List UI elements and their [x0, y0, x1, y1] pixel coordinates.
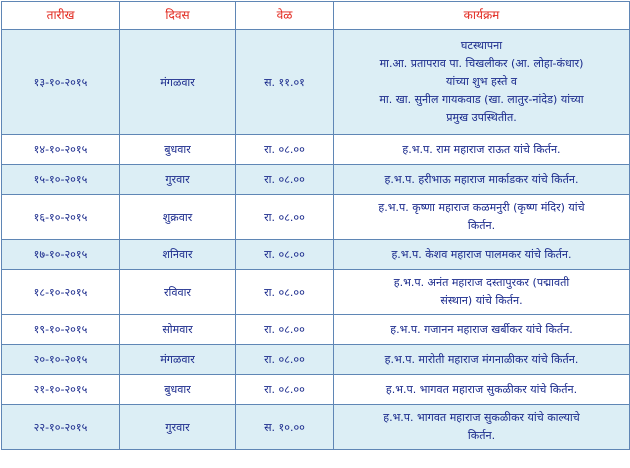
- cell-program: [334, 30, 630, 135]
- program-line: मा.आ. प्रतापराव पा. चिखलीकर (आ. लोहा-कंधार): [379, 57, 584, 70]
- header-day: दिवस: [120, 2, 236, 30]
- cell-day: गुरवार: [120, 165, 236, 195]
- program-line: ह.भ.प. कृष्णा महाराज कळमनुरी (कृष्ण मंदिर) यांचे: [378, 201, 585, 214]
- table-row: [2, 375, 630, 405]
- cell-time: रा. ०८.००: [236, 165, 334, 195]
- cell-date: १८-१०-२०१५: [2, 270, 120, 315]
- cell-day: शुक्रवार: [120, 195, 236, 240]
- cell-program: [334, 315, 630, 345]
- cell-time: स. ११.०१: [236, 30, 334, 135]
- program-line: ह.भ.प. अनंत महाराज दस्तापुरकर (पद्मावती: [393, 276, 570, 289]
- cell-day: बुधवार: [120, 375, 236, 405]
- program-line: घटस्थापना: [460, 39, 503, 52]
- cell-date: १७-१०-२०१५: [2, 240, 120, 270]
- header-time: वेळ: [236, 2, 334, 30]
- cell-date: २१-१०-२०१५: [2, 375, 120, 405]
- cell-time: रा. ०८.००: [236, 375, 334, 405]
- table-row: [2, 315, 630, 345]
- cell-day: गुरवार: [120, 405, 236, 450]
- table-row: [2, 195, 630, 240]
- program-line: ह.भ.प. राम महाराज राऊत यांचे किर्तन.: [402, 142, 561, 156]
- cell-date: १५-१०-२०१५: [2, 165, 120, 195]
- program-line: ह.भ.प. भागवत महाराज सुकळीकर यांचे काल्याचे: [383, 411, 580, 424]
- cell-day: शनिवार: [120, 240, 236, 270]
- table-row: [2, 345, 630, 375]
- cell-program: [334, 345, 630, 375]
- program-line: यांच्या शुभ हस्ते व: [445, 75, 518, 88]
- cell-time: स. १०.००: [236, 405, 334, 450]
- schedule-body: [2, 30, 630, 450]
- cell-program: [334, 195, 630, 240]
- cell-program: [334, 405, 630, 450]
- program-line: ह.भ.प. हरीभाऊ महाराज मार्काडकर यांचे किर्तन.: [384, 172, 579, 186]
- schedule-table: [1, 1, 630, 450]
- table-row: [2, 240, 630, 270]
- cell-program: [334, 135, 630, 165]
- cell-date: १४-१०-२०१५: [2, 135, 120, 165]
- cell-day: बुधवार: [120, 135, 236, 165]
- program-line: मा. खा. सुनील गायकवाड (खा. लातुर-नांदेड) यांच्या: [379, 93, 584, 106]
- cell-date: २२-१०-२०१५: [2, 405, 120, 450]
- cell-time: रा. ०८.००: [236, 315, 334, 345]
- program-line: ह.भ.प. मारोती महाराज मंगनाळीकर यांचे किर्तन.: [384, 352, 579, 366]
- cell-day: सोमवार: [120, 315, 236, 345]
- program-line: किर्तन.: [467, 429, 496, 442]
- cell-date: १६-१०-२०१५: [2, 195, 120, 240]
- cell-day: रविवार: [120, 270, 236, 315]
- cell-program: [334, 375, 630, 405]
- program-line: किर्तन.: [467, 219, 496, 232]
- table-row: [2, 30, 630, 135]
- table-row: [2, 270, 630, 315]
- program-line: ह.भ.प. केशव महाराज पालमकर यांचे किर्तन.: [391, 247, 572, 261]
- header-program: कार्यक्रम: [334, 2, 630, 30]
- program-line: ह.भ.प. भागवत महाराज सुकळीकर यांचे किर्तन.: [385, 382, 578, 396]
- table-row: [2, 165, 630, 195]
- cell-day: मंगळवार: [120, 345, 236, 375]
- cell-time: रा. ०८.००: [236, 135, 334, 165]
- cell-day: मंगळवार: [120, 30, 236, 135]
- cell-time: रा. ०८.००: [236, 195, 334, 240]
- header-row: [2, 2, 630, 30]
- cell-program: [334, 165, 630, 195]
- program-line: प्रमुख उपस्थितीत.: [446, 111, 517, 124]
- cell-date: १३-१०-२०१५: [2, 30, 120, 135]
- cell-time: रा. ०८.००: [236, 240, 334, 270]
- header-date: तारीख: [2, 2, 120, 30]
- cell-program: [334, 240, 630, 270]
- program-line: ह.भ.प. गजानन महाराज खर्बीकर यांचे किर्तन.: [390, 322, 573, 336]
- cell-time: रा. ०८.००: [236, 345, 334, 375]
- cell-date: २०-१०-२०१५: [2, 345, 120, 375]
- program-line: संस्थान) यांचे किर्तन.: [440, 294, 523, 307]
- table-row: [2, 135, 630, 165]
- cell-date: १९-१०-२०१५: [2, 315, 120, 345]
- table-row: [2, 405, 630, 450]
- cell-time: रा. ०८.००: [236, 270, 334, 315]
- cell-program: [334, 270, 630, 315]
